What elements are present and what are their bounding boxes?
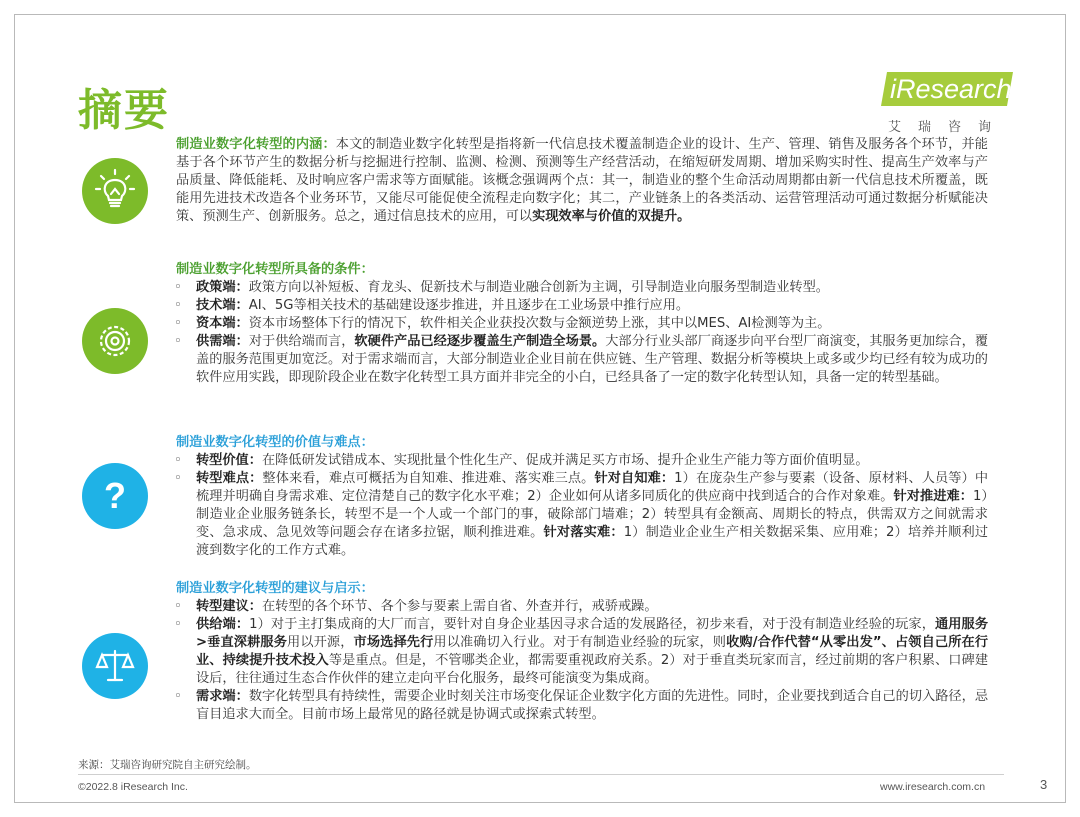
item-emphasis: 软硬件产品已经逐步覆盖生产制造全场景。 <box>354 334 606 349</box>
item-emphasis: 针对推进难： <box>893 489 973 504</box>
item-emphasis: 市场选择先行 <box>353 635 434 650</box>
item-text: 资本市场整体下行的情况下，软件相关企业获投次数与金额逆势上涨，其中以MES、AI检测等为主。 <box>248 316 831 331</box>
item-label: 供给端： <box>196 617 250 632</box>
iresearch-logo <box>884 66 1014 134</box>
definition-paragraph <box>176 136 988 226</box>
item-text: AI、5G等相关技术的基础建设逐步推进，并且逐步在工业场景中推行应用。 <box>248 298 690 313</box>
paragraph-emphasis: 实现效率与价值的双提升。 <box>532 209 691 224</box>
item-text: 在转型的各个环节、各个参与要素上需自省、外查并行，戒骄戒躁。 <box>261 599 658 614</box>
target-gear-icon <box>82 308 148 374</box>
section-title: 制造业数字化转型的建议与启示： <box>176 581 374 596</box>
item-emphasis: 通用服务>垂直深耕服务 <box>196 617 989 650</box>
list-item <box>176 279 988 297</box>
item-text: 整体来看，难点可概括为自知难、推进难、落实难三点。 <box>262 471 595 486</box>
section-title: 制造业数字化转型的价值与难点： <box>176 435 374 450</box>
item-text: 对于供给端而言， <box>248 334 355 349</box>
item-text: 1）制造业企业生产相关数据采集、应用难；2）培养并顺利过渡到数字化的工作方式难。 <box>196 525 989 558</box>
footer-divider <box>78 774 1004 775</box>
item-text: 等是重点。但是，不管哪类企业，都需要重视政府关系。2）对于垂直类玩家而言，经过前期的客户积累、口碑建设后，往往通过生态合作伙伴的建立走向平台化服务，最终可能演变为集成商。 <box>196 653 989 686</box>
item-text: 1）对于主打集成商的大厂而言，要针对自身企业基因寻求合适的发展路径，初步来看，对于没有制造业经验的玩家， <box>249 617 935 632</box>
section-conditions <box>176 261 988 387</box>
item-label: 转型建议： <box>196 599 262 614</box>
item-text: 数字化转型具有持续性，需要企业时刻关注市场变化保证企业数字化方面的先进性。同时，企业要找到适合自己的切入路径，忌盲目追求大而全。目前市场上最常见的路径就是协调式或探索式转型。 <box>196 689 989 722</box>
list-item <box>176 688 988 724</box>
conditions-list <box>176 279 988 387</box>
section-title: 制造业数字化转型所具备的条件： <box>176 262 374 277</box>
section-title: 制造业数字化转型的内涵： <box>176 137 336 152</box>
website-link[interactable]: www.iresearch.com.cn <box>880 781 986 793</box>
page-number: 3 <box>1040 777 1048 792</box>
suggestions-list <box>176 598 988 724</box>
list-item <box>176 333 988 387</box>
paragraph-text: 本文的制造业数字化转型是指将新一代信息技术覆盖制造企业的设计、生产、管理、销售及服务各个环节，并能基于各个环节产生的数据分析与挖掘进行控制、监测、检测、预测等生产经营活动，在缩短研发周期、增加采购实时性、提高生产效率与产品质量、降低能耗、及时响应客户需求等方面赋能。该概念强调两个点：其一，制造业的整个生命活动周期都由新一代信息技术所覆盖，既能用先进技术改造各个业务环节，又能尽可能促使全流程走向数字化；其二，产业链条上的各类活动、运营管理活动可通过数据分析赋能决策、预测生产、创新服务。总之，通过信息技术的应用，可以 <box>176 137 988 224</box>
section-value-difficulty <box>176 434 988 560</box>
item-label: 转型价值： <box>196 453 262 468</box>
list-item <box>176 598 988 616</box>
item-label: 资本端： <box>196 316 249 331</box>
section-suggestions <box>176 580 988 724</box>
question-icon <box>82 463 148 529</box>
lightbulb-icon <box>82 158 148 224</box>
item-emphasis: 针对落实难： <box>543 525 624 540</box>
list-item <box>176 315 988 333</box>
item-emphasis: 收购/合作代替“从零出发”、占领自己所在行业、持续提升技术投入 <box>196 635 989 668</box>
svg-text:?: ? <box>104 475 126 516</box>
item-label: 政策端： <box>196 280 249 295</box>
item-text: 大部分行业头部厂商逐步向平台型厂商演变，其服务更加综合，覆盖的服务范围更加宽泛。对于需求端而言，大部分制造业企业目前在供应链、生产管理、数据分析等模块上或多或少均已经有较为成功的软件应用实践，即现阶段企业在数字化转型工具方面并非完全的小白，已经具备了一定的数字化转型认知，具备一定的转型基础。 <box>196 334 989 385</box>
scales-icon <box>82 633 148 699</box>
item-label: 技术端： <box>196 298 249 313</box>
list-item <box>176 616 988 688</box>
item-text: 用以准确切入行业。对于有制造业经验的玩家，则 <box>433 635 727 650</box>
list-item <box>176 470 988 560</box>
logo-brand-text: iResearch <box>890 74 1012 104</box>
item-text: 政策方向以补短板、育龙头、促新技术与制造业融合创新为主调，引导制造业向服务型制造业转型。 <box>248 280 829 295</box>
item-text: 1）在庞杂生产参与要素（设备、原材料、人员等）中梳理并明确自身需求难、定位清楚自己的数字化水平难；2）企业如何从诸多同质化的供应商中找到适合的合作对象难。 <box>196 471 989 504</box>
section-definition <box>176 136 988 226</box>
copyright: ©2022.8 iResearch Inc. <box>78 781 188 793</box>
item-label: 供需端： <box>196 334 249 349</box>
logo-subtitle: 艾瑞咨询 <box>888 120 1009 135</box>
list-item <box>176 297 988 315</box>
item-label: 转型难点： <box>196 471 263 486</box>
item-text: 1）制造业企业服务链条长，转型不是一个人或一个部门的事，破除部门墙难；2）转型具有金额高、周期长的特点，供需双方之间就需求变、急求成、急见效等问题会存在诸多拉锯，顺利推进难。 <box>196 489 989 540</box>
item-text: 在降低研发试错成本、实现批量个性化生产、促成并满足买方市场、提升企业生产能力等方面价值明显。 <box>261 453 869 468</box>
source-note: 来源：艾瑞咨询研究院自主研究绘制。 <box>78 759 257 771</box>
list-item <box>176 452 988 470</box>
item-text: 用以开源， <box>287 635 354 650</box>
item-emphasis: 针对自知难： <box>594 471 675 486</box>
value-list <box>176 452 988 560</box>
page-title: 摘要 <box>78 85 170 136</box>
item-label: 需求端： <box>196 689 249 704</box>
